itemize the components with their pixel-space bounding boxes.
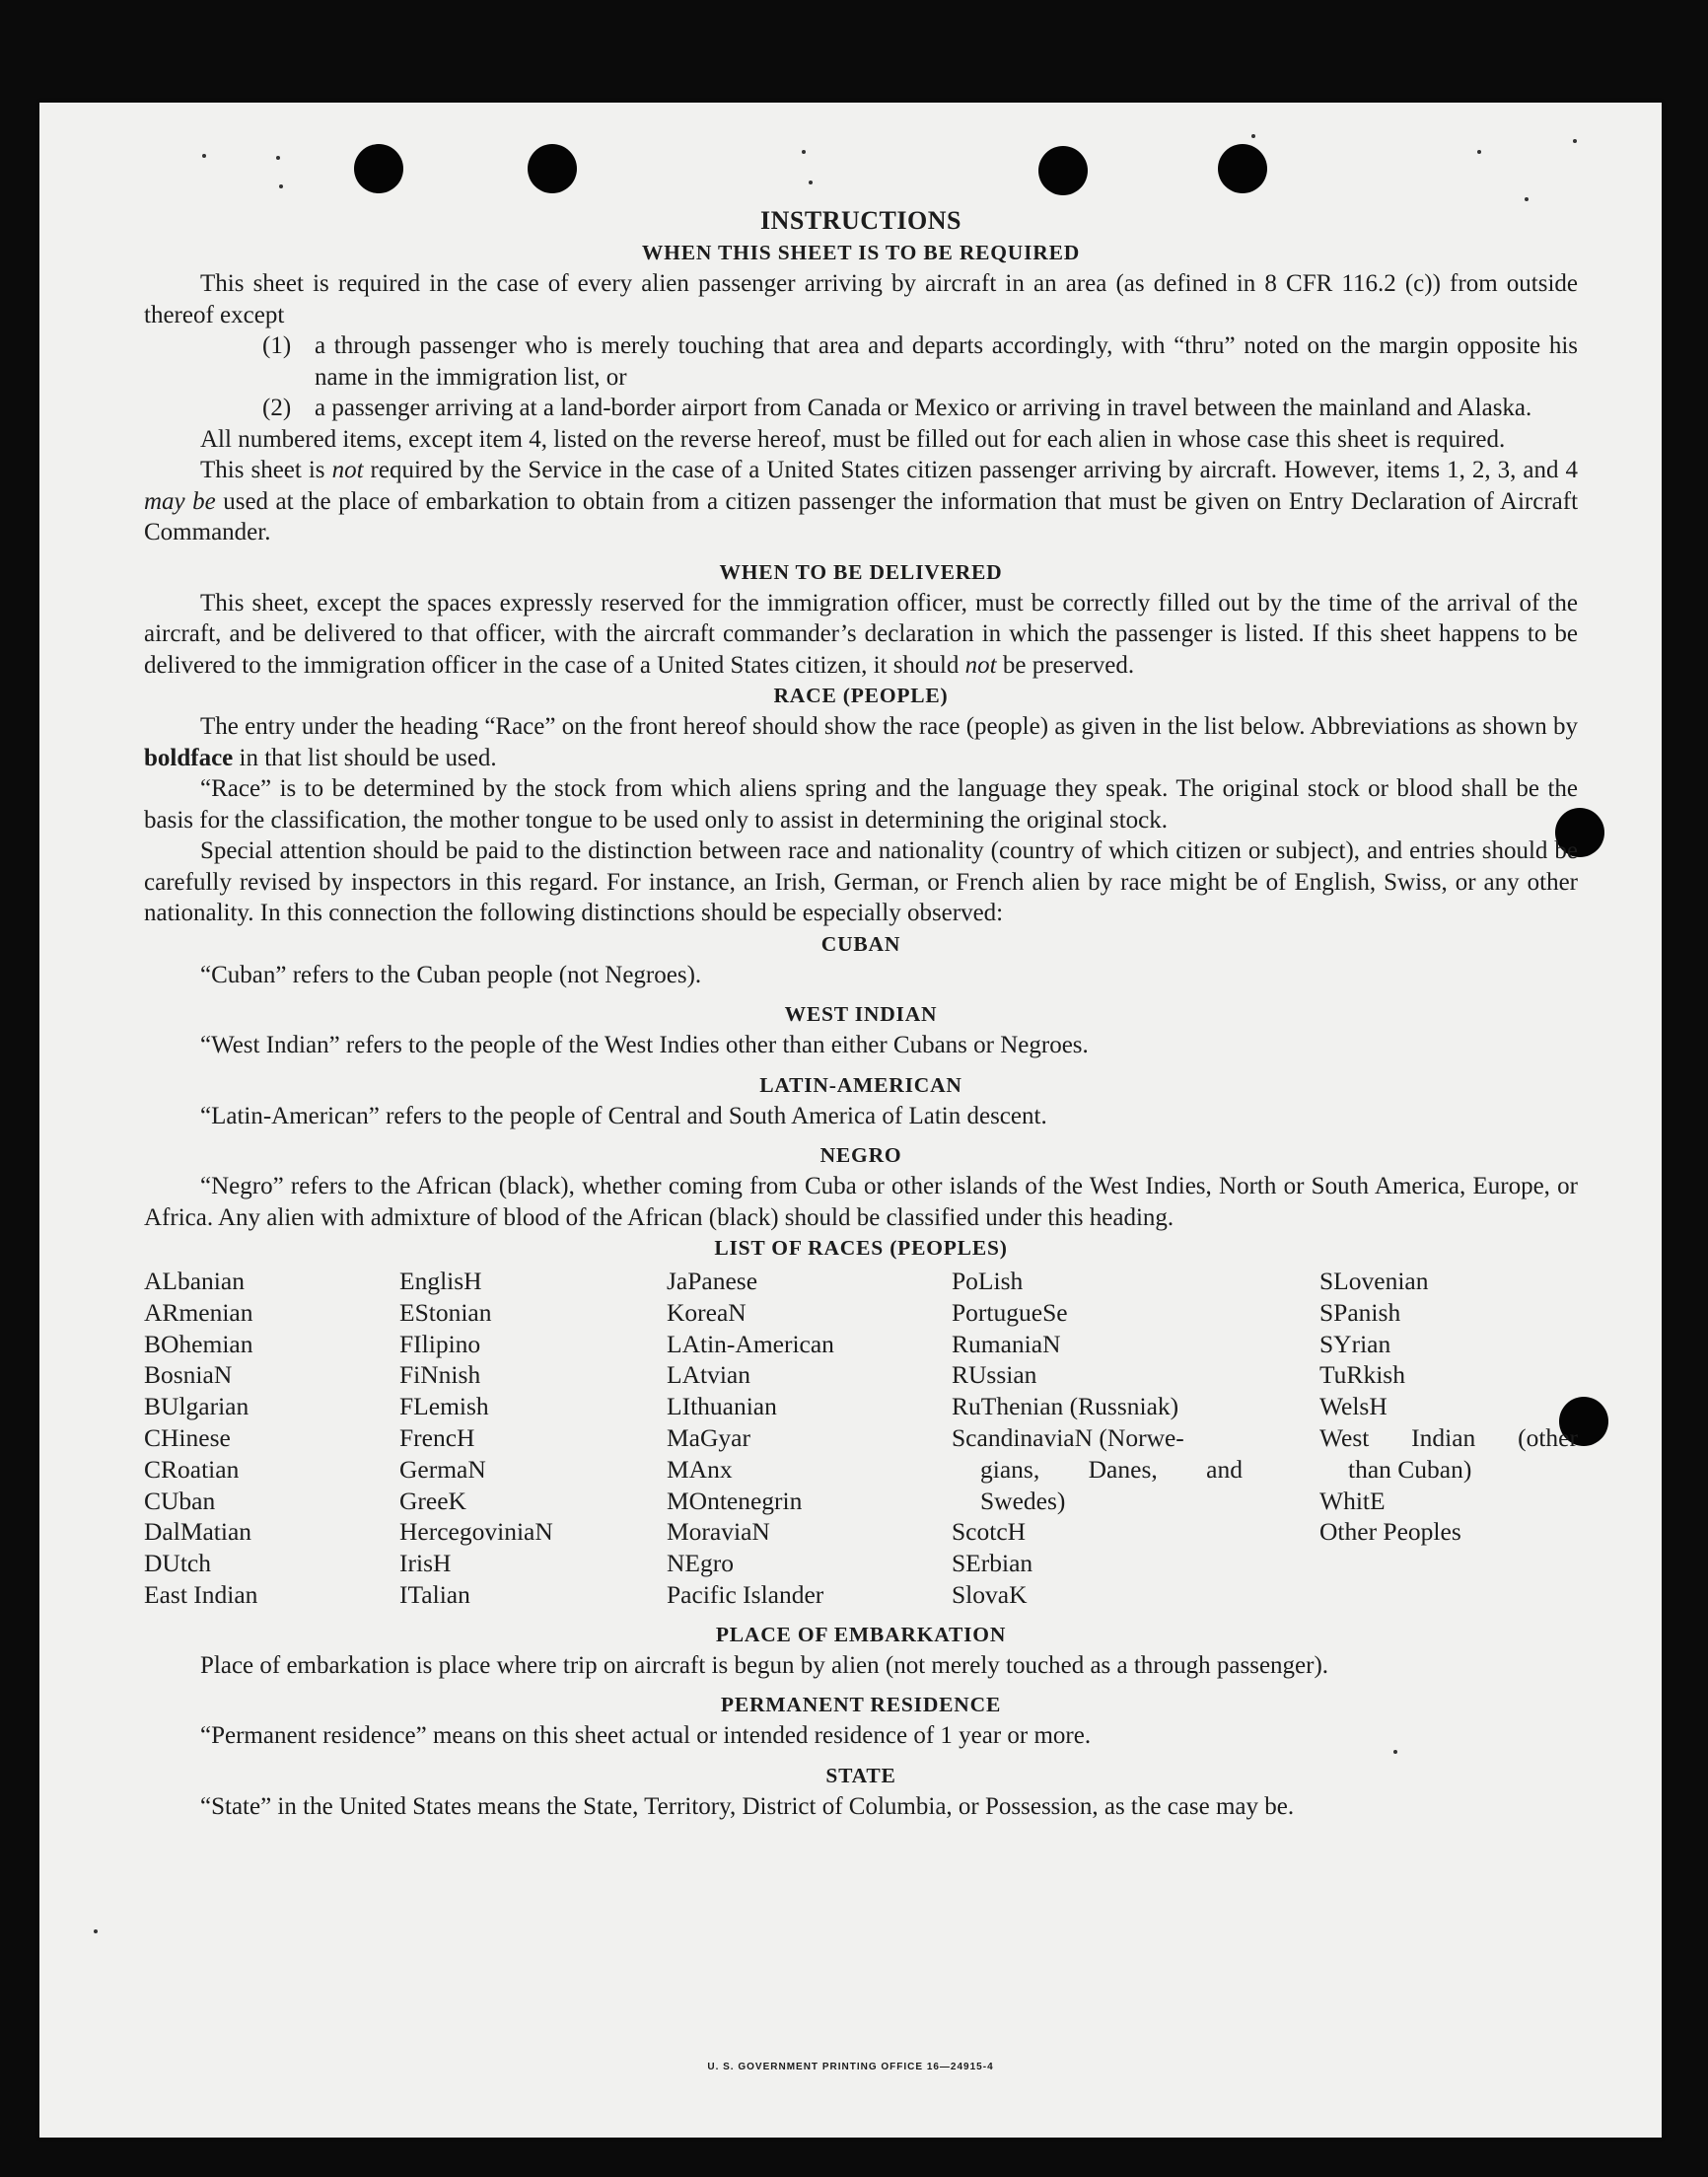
paragraph-required-intro: This sheet is required in the case of every alien passenger arriving by aircraft in an area (as defined in 8 CFR 116.2 (c)) from outside thereof except xyxy=(144,270,1578,328)
text-run: required by the Service in the case of a United States citizen passenger arriving by aircraft. However, items 1, 2, 3, and 4 xyxy=(370,457,1579,483)
race-item: DUtch xyxy=(144,1549,211,1578)
heading-race: RACE (PEOPLE) xyxy=(773,684,949,707)
race-item: Pacific Islander xyxy=(667,1579,824,1609)
race-item: LAtvian xyxy=(667,1360,750,1390)
race-item: IrisH xyxy=(399,1549,452,1578)
race-item: Other Peoples xyxy=(1319,1517,1461,1547)
race-item: TuRkish xyxy=(1319,1360,1405,1390)
paragraph-latin-american: “Latin-American” refers to the people of Central and South America of Latin descent. xyxy=(200,1102,1047,1129)
race-item: FIlipino xyxy=(399,1329,481,1358)
race-item: ScandinaviaN (Norwe- xyxy=(952,1422,1184,1452)
race-item: WhitE xyxy=(1319,1486,1386,1515)
race-item: SLovenian xyxy=(1319,1267,1429,1295)
paragraph-numbered-items: All numbered items, except item 4, listed on the reverse hereof, must be filled out for each alien in whose case this sheet is required. xyxy=(200,425,1506,453)
paragraph-delivered xyxy=(144,588,1578,682)
race-item: MaGyar xyxy=(667,1422,750,1452)
race-column-4 xyxy=(952,1266,1243,1611)
race-item: KoreaN xyxy=(667,1297,747,1327)
race-item: MoraviaN xyxy=(667,1517,770,1547)
race-item: FiNnish xyxy=(399,1360,481,1390)
heading-cuban: CUBAN xyxy=(820,931,901,956)
race-item: CUban xyxy=(144,1486,216,1515)
text-run: in that list should be used. xyxy=(239,744,497,771)
race-item: CRoatian xyxy=(144,1454,240,1484)
paragraph-state: “State” in the United States means the State, Territory, District of Columbia, or Possession, as the case may be. xyxy=(200,1792,1295,1820)
printing-office-footer: U. S. GOVERNMENT PRINTING OFFICE 16—24915-4 xyxy=(707,2062,994,2072)
race-item: SlovaK xyxy=(952,1579,1028,1609)
race-item-continued: than Cuban) xyxy=(1348,1454,1472,1484)
punch-hole xyxy=(528,144,577,193)
item-number: (1) xyxy=(262,332,292,359)
paragraph-residence: “Permanent residence” means on this sheet actual or intended residence of 1 year or more. xyxy=(200,1722,1092,1750)
punch-hole xyxy=(1038,146,1088,195)
race-column-5 xyxy=(1319,1266,1578,1611)
heading-state: STATE xyxy=(825,1763,896,1787)
item-text: a passenger arriving at a land-border airport from Canada or Mexico or arriving in travel between the mainland and Alaska. xyxy=(315,395,1532,421)
race-item: HercegoviniaN xyxy=(399,1517,553,1547)
paragraph-race-stock: “Race” is to be determined by the stock from which aliens spring and the language they speak. The original stock or blood shall be the basis for the classification, the mother tongue to be used only to assist in determining the original stock. xyxy=(144,775,1578,834)
exception-item-1 xyxy=(144,330,1578,393)
page-title: INSTRUCTIONS xyxy=(760,206,961,235)
race-item: LAtin-American xyxy=(667,1329,834,1358)
punch-hole xyxy=(354,144,403,193)
punch-hole xyxy=(1218,144,1267,193)
text-run: used at the place of embarkation to obtain from a citizen passenger the information that must be given on Entry Declaration of Aircraft Commander. xyxy=(144,487,1579,545)
race-item: GermaN xyxy=(399,1454,486,1484)
race-item: SPanish xyxy=(1319,1297,1401,1327)
race-item: East Indian xyxy=(144,1579,258,1609)
race-list xyxy=(144,1266,1578,1611)
text-run: This sheet, except the spaces expressly reserved for the immigration officer, must be correctly filled out by the time of the arrival of the aircraft, and be delivered to that officer, with the aircraft commander’s declaration in which the passenger is listed. If this sheet happens to be delivered to the immigration officer in the case of a United States citizen, it should xyxy=(144,589,1578,679)
paragraph-cuban: “Cuban” refers to the Cuban people (not Negroes). xyxy=(200,961,702,988)
race-item: JaPanese xyxy=(667,1267,758,1295)
heading-when-delivered: WHEN TO BE DELIVERED xyxy=(719,559,1003,584)
race-item: MOntenegrin xyxy=(667,1486,803,1515)
paragraph-west-indian: “West Indian” refers to the people of the West Indies other than either Cubans or Negroes. xyxy=(200,1032,1089,1058)
italic-not: not xyxy=(964,651,997,679)
italic-may-be: may be xyxy=(144,487,216,515)
heading-west-indian: WEST INDIAN xyxy=(784,1002,938,1026)
document-page xyxy=(39,103,1662,2138)
italic-not: not xyxy=(331,457,364,483)
race-item: LIthuanian xyxy=(667,1392,777,1421)
race-column-3 xyxy=(667,1266,952,1611)
race-item: EStonian xyxy=(399,1297,492,1327)
text-run: be preserved. xyxy=(1002,651,1135,679)
race-item: PoLish xyxy=(952,1267,1024,1295)
race-item: BUlgarian xyxy=(144,1392,249,1421)
race-item: CHinese xyxy=(144,1422,231,1452)
race-item: BosniaN xyxy=(144,1360,233,1390)
paragraph-race-nationality: Special attention should be paid to the distinction between race and nationality (country of which citizen or subject), and entries should be carefully revised by inspectors in this regard. For instance, an Irish, German, or French alien by race might be of English, Swiss, or any other nationality. In this connection the following distinctions should be especially observed: xyxy=(144,837,1578,926)
heading-latin-american: LATIN-AMERICAN xyxy=(759,1072,962,1097)
item-text: a through passenger who is merely touching that area and departs accordingly, with “thru” noted on the margin opposite his name in the immigration list, or xyxy=(315,332,1578,391)
race-item-continued: gians, Danes, and xyxy=(980,1454,1243,1484)
race-item: RuThenian (Russniak) xyxy=(952,1392,1179,1421)
paragraph-citizen xyxy=(144,455,1578,548)
heading-permanent-residence: PERMANENT RESIDENCE xyxy=(720,1693,1002,1717)
race-item: SErbian xyxy=(952,1549,1033,1578)
race-item: FrencH xyxy=(399,1422,475,1452)
text-run: This sheet is xyxy=(200,457,325,483)
race-item: RUssian xyxy=(952,1360,1037,1390)
race-item: PortugueSe xyxy=(952,1297,1068,1327)
race-item: SYrian xyxy=(1319,1329,1391,1358)
race-item-continued: Swedes) xyxy=(980,1486,1066,1515)
race-item: GreeK xyxy=(399,1486,466,1515)
item-number: (2) xyxy=(262,395,292,421)
race-item: ARmenian xyxy=(144,1297,253,1327)
race-item: ITalian xyxy=(399,1579,470,1609)
instructions-content xyxy=(144,202,1578,1822)
race-column-1 xyxy=(144,1266,399,1611)
race-item: MAnx xyxy=(667,1454,733,1484)
exception-item-2 xyxy=(144,393,1578,424)
race-item: DalMatian xyxy=(144,1517,252,1547)
race-column-2 xyxy=(399,1266,667,1611)
race-item: RumaniaN xyxy=(952,1329,1061,1358)
race-item: ALbanian xyxy=(144,1267,245,1295)
bold-boldface: boldface xyxy=(144,744,234,771)
race-item: WelsH xyxy=(1319,1392,1388,1421)
race-item: FLemish xyxy=(399,1392,489,1421)
race-item: BOhemian xyxy=(144,1329,253,1358)
paragraph-embarkation: Place of embarkation is place where trip on aircraft is begun by alien (not merely touched as a through passenger). xyxy=(200,1651,1329,1679)
race-item: EnglisH xyxy=(399,1267,482,1295)
heading-place-of-embarkation: PLACE OF EMBARKATION xyxy=(715,1622,1007,1646)
paragraph-negro: “Negro” refers to the African (black), whether coming from Cuba or other islands of the West Indies, North or South America, Europe, or Africa. Any alien with admixture of blood of the African (black) should be classified under this heading. xyxy=(144,1173,1578,1231)
race-item: West Indian (other xyxy=(1319,1422,1578,1452)
paragraph-race-entry xyxy=(144,711,1578,773)
heading-negro: NEGRO xyxy=(819,1143,902,1167)
heading-list-of-races: LIST OF RACES (PEOPLES) xyxy=(714,1236,1008,1260)
text-run: The entry under the heading “Race” on the front hereof should show the race (people) as given in the list below. Abbreviations as shown by xyxy=(200,713,1578,740)
race-item: NEgro xyxy=(667,1549,734,1578)
heading-when-required: WHEN THIS SHEET IS TO BE REQUIRED xyxy=(641,241,1081,264)
race-item: ScotcH xyxy=(952,1517,1027,1547)
